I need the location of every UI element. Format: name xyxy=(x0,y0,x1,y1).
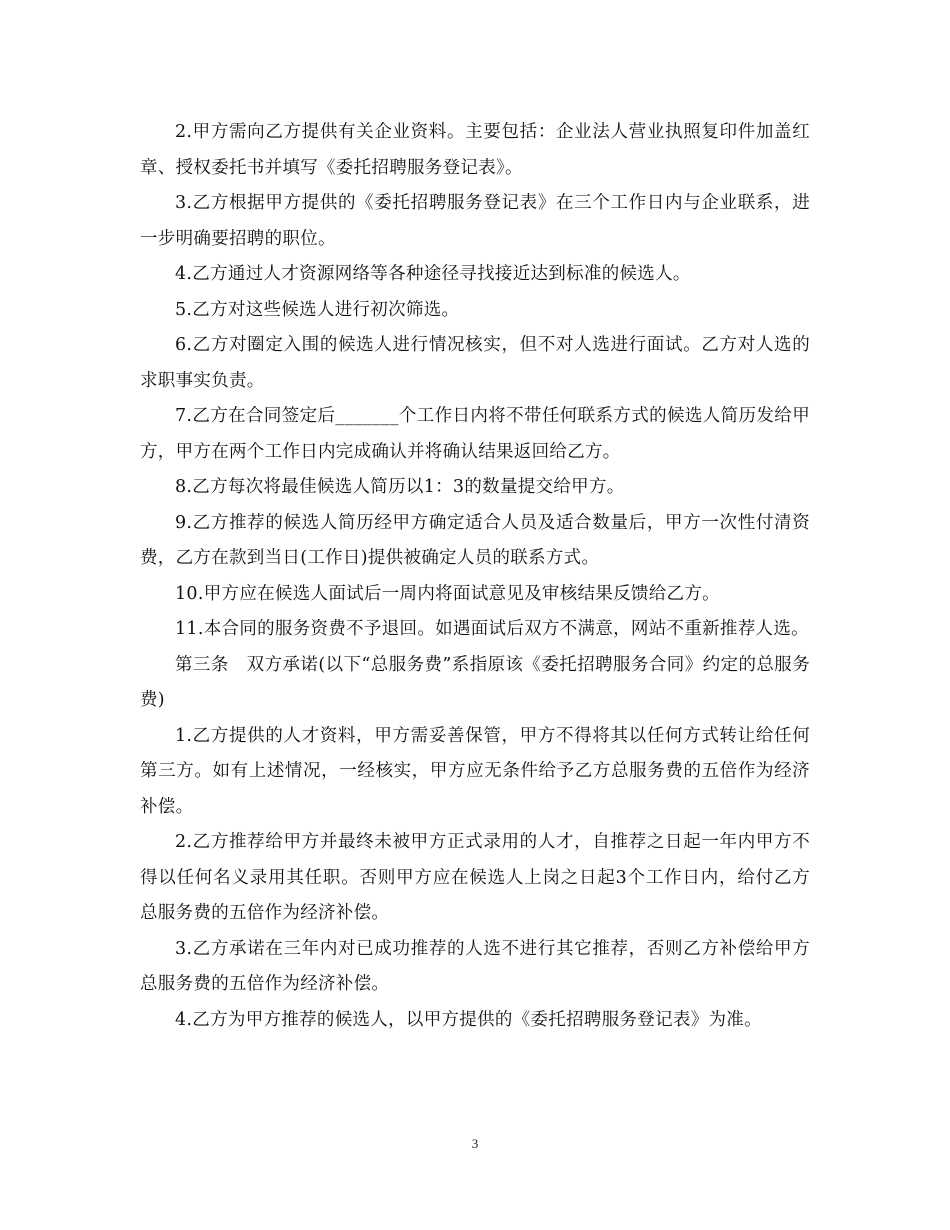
paragraph-item-9: 9.乙方推荐的候选人简历经甲方确定适合人员及适合数量后，甲方一次性付清资费，乙方在款到当日(工作日)提供被确定人员的联系方式。 xyxy=(140,512,810,568)
paragraph-item-5: 5.乙方对这些候选人进行初次筛选。 xyxy=(175,299,460,320)
paragraph-item-8: 8.乙方每次将最佳候选人简历以1：3的数量提交给甲方。 xyxy=(175,477,625,497)
paragraph-item-11: 11.本合同的服务资费不予退回。如遇面试后双方不满意，网站不重新推荐人选。 xyxy=(175,619,809,639)
commitment-item-3: 3.乙方承诺在三年内对已成功推荐的人选不进行其它推荐，否则乙方补偿给甲方总服务费的五倍作为经济补偿。 xyxy=(140,938,810,994)
commitment-item-1: 1.乙方提供的人才资料，甲方需妥善保管，甲方不得将其以任何方式转让给任何第三方。如有上述情况，一经核实，甲方应无条件给予乙方总服务费的五倍作为经济补偿。 xyxy=(140,725,810,817)
paragraph-item-2: 2.甲方需向乙方提供有关企业资料。主要包括：企业法人营业执照复印件加盖红章、授权委托书并填写《委托招聘服务登记表》。 xyxy=(140,122,810,178)
commitment-item-2: 2.乙方推荐给甲方并最终未被甲方正式录用的人才，自推荐之日起一年内甲方不得以任何名义录用其任职。否则甲方应在候选人上岗之日起3个工作日内，给付乙方总服务费的五倍作为经济补偿。 xyxy=(140,832,810,923)
paragraph-item-3: 3.乙方根据甲方提供的《委托招聘服务登记表》在三个工作日内与企业联系，进一步明确要招聘的职位。 xyxy=(140,193,810,249)
paragraph-item-4: 4.乙方通过人才资源网络等各种途径寻找接近达到标准的候选人。 xyxy=(175,264,691,284)
paragraph-item-6: 6.乙方对圈定入围的候选人进行情况核实，但不对人选进行面试。乙方对人选的求职事实负责。 xyxy=(140,335,810,391)
paragraph-item-7: 7.乙方在合同签定后_______个工作日内将不带任何联系方式的候选人简历发给甲方，甲方在两个工作日内完成确认并将确认结果返回给乙方。 xyxy=(140,406,810,462)
page-number: 3 xyxy=(471,1136,479,1151)
paragraph-item-10: 10.甲方应在候选人面试后一周内将面试意见及审核结果反馈给乙方。 xyxy=(175,583,720,604)
commitment-item-4: 4.乙方为甲方推荐的候选人，以甲方提供的《委托招聘服务登记表》为准。 xyxy=(175,1009,762,1030)
document-body xyxy=(140,115,810,1038)
section-heading-article-3: 第三条 双方承诺(以下“总服务费”系指原该《委托招聘服务合同》约定的总服务费) xyxy=(140,654,810,710)
